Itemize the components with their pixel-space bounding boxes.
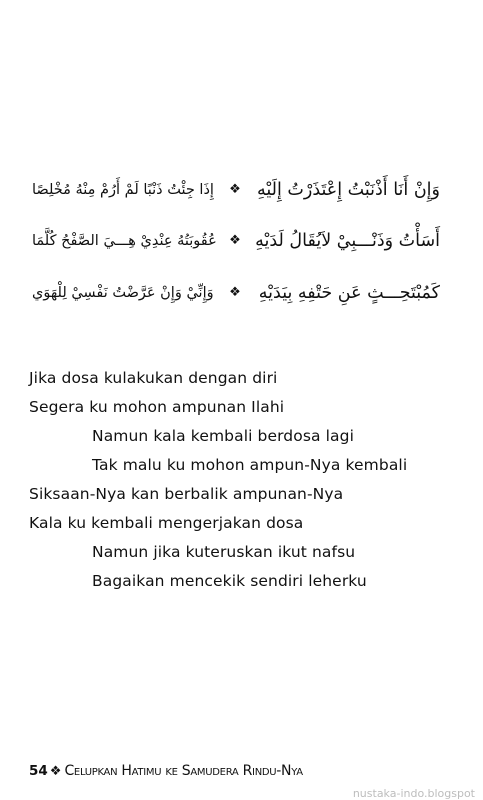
poem-line: Segera ku mohon ampunan Ilahi <box>29 398 285 416</box>
arabic-verse-row-2 <box>0 221 483 261</box>
poem-line: Kala ku kembali mengerjakan dosa <box>29 514 304 532</box>
arabic-verse-row-3 <box>0 273 483 313</box>
poem-line-indented: Bagaikan mencekik sendiri leherku <box>92 572 367 590</box>
poem-line-indented: Tak malu ku mohon ampun-Nya kembali <box>92 456 408 474</box>
arabic-hemistich-second: كَمُبْتَحِـــثٍ عَنِ حَتْفِهِ بِيَدَيْهِ <box>258 283 440 303</box>
poem-line-indented: Namun jika kuteruskan ikut nafsu <box>92 543 356 561</box>
watermark: nustaka-indo.blogspot <box>352 787 475 800</box>
poem-line: Siksaan-Nya kan berbalik ampunan-Nya <box>29 485 344 503</box>
poem-line: Jika dosa kulakukan dengan diri <box>29 369 278 387</box>
arabic-hemistich-first: وَإِنِّيْ وَإِنْ عَرَّضْتُ نَفْسِيْ لِلْهَوَي <box>32 285 214 301</box>
four-petal-diamond-icon: ❖ <box>229 285 241 300</box>
arabic-verse-row-1 <box>0 170 483 210</box>
arabic-hemistich-second: وَإِنْ أَنَا أَذْنَبْتُ إِعْتَذَرْتُ إِلَيْهِ <box>256 180 440 200</box>
page-footer <box>29 760 303 782</box>
arabic-hemistich-second: أَسَأْتُ وَذَنْـــبِيْ لاَيُقَالُ لَدَيْهِ <box>255 231 440 251</box>
running-book-title: Celupkan Hatimu ke Samudera Rindu-Nya <box>64 763 303 779</box>
four-petal-diamond-icon: ❖ <box>229 182 241 197</box>
four-petal-diamond-icon: ❖ <box>49 763 62 779</box>
arabic-hemistich-first: عُقُوبَتُهُ عِنْدِيْ هِـــيَ الصَّفْحُ كُلَّمَا <box>32 233 217 249</box>
four-petal-diamond-icon: ❖ <box>229 233 241 248</box>
arabic-hemistich-first: إِذَا جِئْتُ ذَنْبًا لَمْ أَرُمْ مِنْهُ مُخْلِصًا <box>32 182 214 198</box>
page-number: 54 <box>29 763 48 779</box>
poem-line-indented: Namun kala kembali berdosa lagi <box>92 427 354 445</box>
